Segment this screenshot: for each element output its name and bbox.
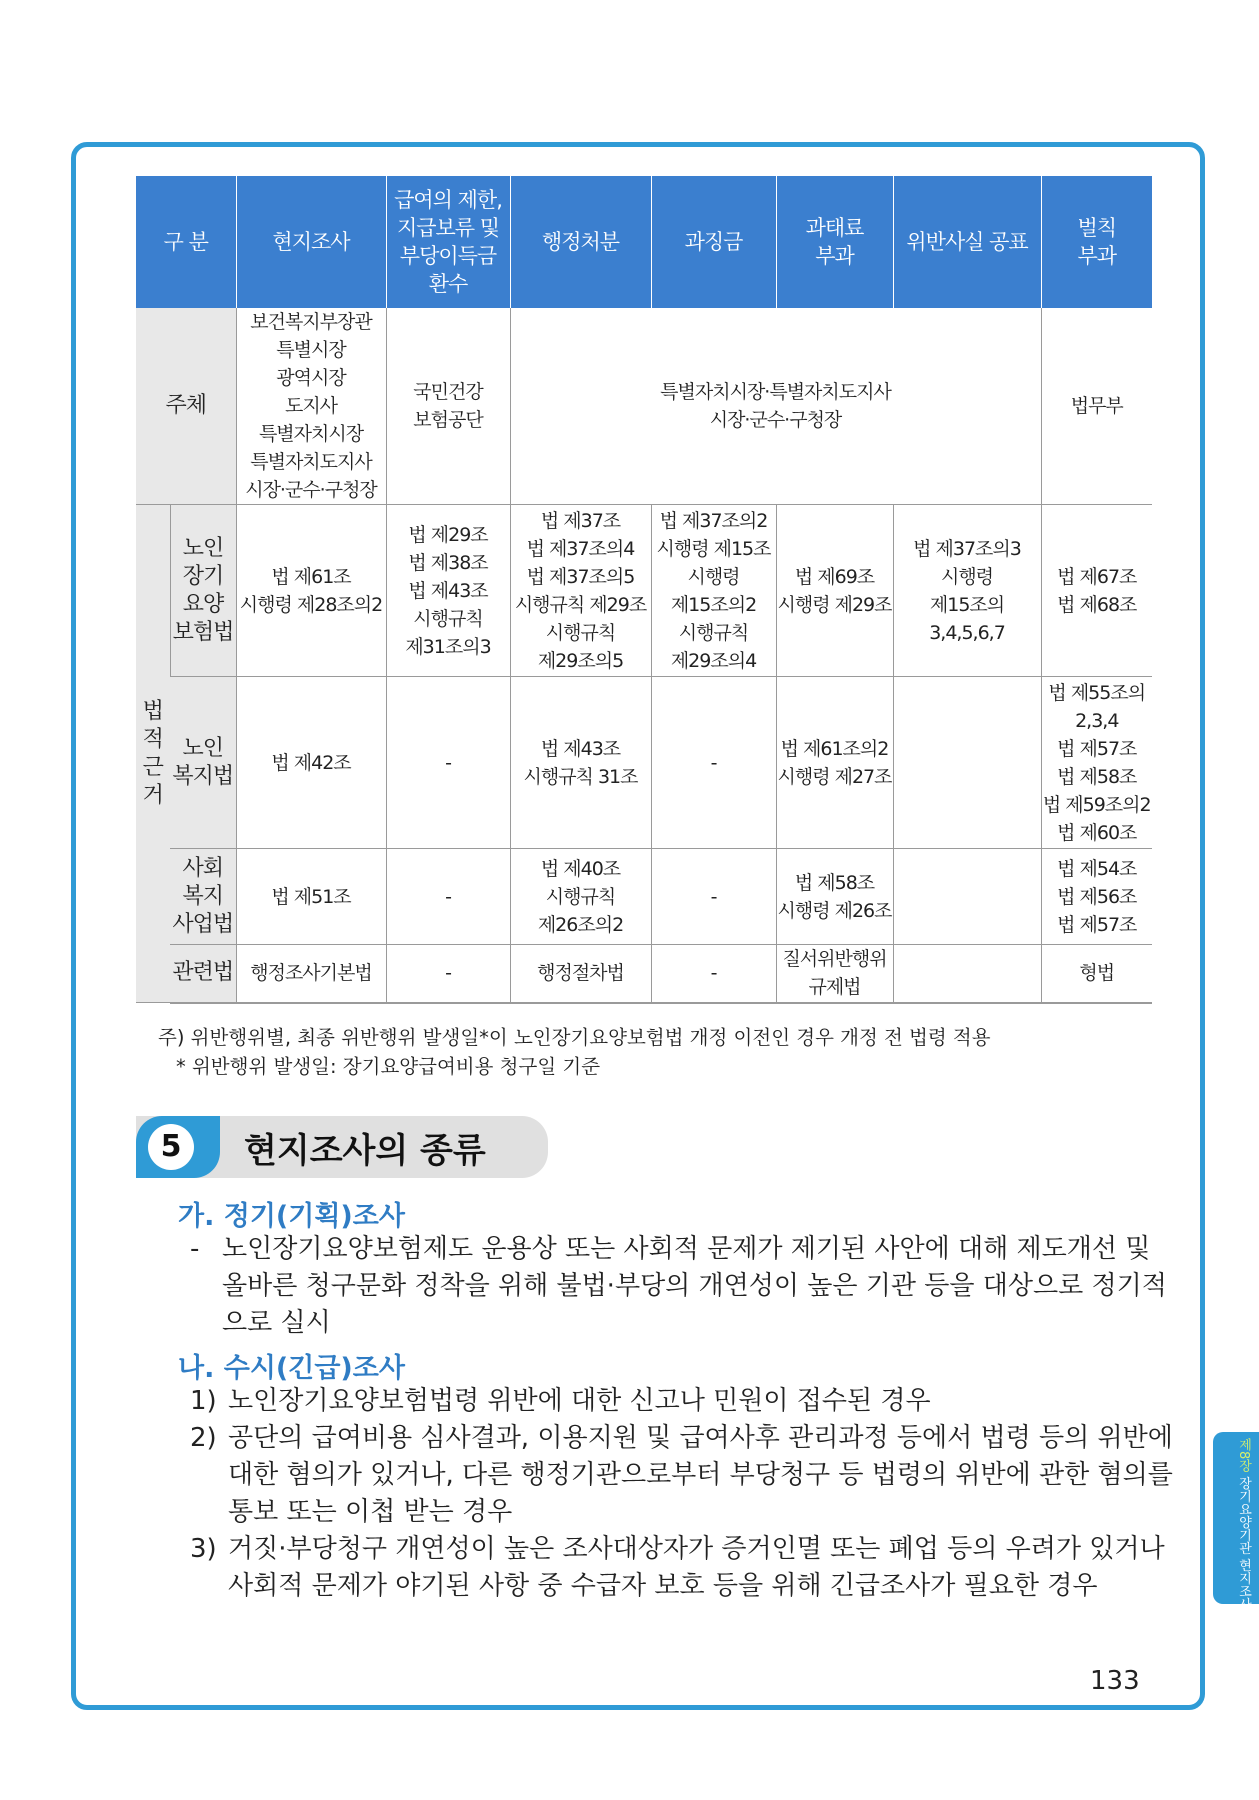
list-item-text: 거짓·부당청구 개연성이 높은 조사대상자가 증거인멸 또는 폐업 등의 우려가 있거나 [228, 1534, 1165, 1564]
table-row [136, 505, 1152, 677]
table-cell: 법 제67조 법 제68조 [1041, 505, 1152, 677]
header-penal-provisions: 벌칙 부과 [1041, 176, 1152, 308]
row-label-elderly-welfare-act: 노인 복지법 [170, 677, 236, 849]
table-cell: 질서위반행위 규제법 [776, 945, 893, 1003]
chapter-title: 장기요양기관 현지조사 [1236, 1476, 1251, 1611]
list-item-text: 노인장기요양보험법령 위반에 대한 신고나 민원이 접수된 경우 [228, 1386, 931, 1416]
list-item-text: 공단의 급여비용 심사결과, 이용지원 및 급여사후 관리과정 등에서 법령 등의 위반에 [228, 1423, 1173, 1453]
table-cell: - [651, 677, 776, 849]
table-footnote-asterisk: * 위반행위 발생일: 장기요양급여비용 청구일 기준 [176, 1055, 601, 1078]
table-cell: 행정조사기본법 [236, 945, 386, 1003]
list-item-text: 통보 또는 이첩 받는 경우 [228, 1497, 513, 1527]
list-item-text: 대한 혐의가 있거나, 다른 행정기관으로부터 부당청구 등 법령의 위반에 관한 혐의를 [228, 1460, 1173, 1490]
table-cell: - [651, 945, 776, 1003]
table-cell: 법 제29조 법 제38조 법 제43조 시행규칙 제31조의3 [386, 505, 510, 677]
row-label-related-law: 관련법 [170, 945, 236, 1003]
header-benefit-restriction: 급여의 제한, 지급보류 및 부당이득금 환수 [386, 176, 510, 308]
header-onsite-investigation: 현지조사 [236, 176, 386, 308]
header-penalty-surcharge: 과징금 [651, 176, 776, 308]
table-cell: 법 제61조 시행령 제28조의2 [236, 505, 386, 677]
table-cell: 법 제40조 시행규칙 제26조의2 [510, 849, 651, 945]
table-cell: 형법 [1041, 945, 1152, 1003]
table-footnote: 주) 위반행위별, 최종 위반행위 발생일*이 노인장기요양보험법 개정 이전인 경우 개정 전 법령 적용 [158, 1026, 991, 1049]
list-item-number: 2) [190, 1423, 217, 1453]
table-row [136, 308, 1152, 505]
list-item-number: 3) [190, 1534, 217, 1564]
chapter-side-tab-label [1223, 1438, 1253, 1611]
table-row [136, 945, 1152, 1003]
page-number: 133 [1090, 1666, 1140, 1696]
table-cell: 법 제58조 시행령 제26조 [776, 849, 893, 945]
table-cell: 법 제37조 법 제37조의4 법 제37조의5 시행규칙 제29조 시행규칙 제29조의5 [510, 505, 651, 677]
table-cell: 보건복지부장관 특별시장 광역시장 도지사 특별자치시장 특별자치도지사 시장·군수·구청장 [236, 308, 386, 505]
table-cell-merged: 특별자치시장·특별자치도지사 시장·군수·구청장 [510, 308, 1041, 505]
table-cell: - [651, 849, 776, 945]
table-cell: 법 제61조의2 시행령 제27조 [776, 677, 893, 849]
table-cell: 법 제42조 [236, 677, 386, 849]
table-row [136, 677, 1152, 849]
list-item-number: 1) [190, 1386, 217, 1416]
table-cell: 법 제43조 시행규칙 31조 [510, 677, 651, 849]
subsection-title-adhoc: 나. 수시(긴급)조사 [178, 1353, 405, 1384]
table-cell [893, 945, 1041, 1003]
subsection-title-regular: 가. 정기(기획)조사 [178, 1201, 405, 1232]
list-item-text: 사회적 문제가 야기된 사항 중 수급자 보호 등을 위해 긴급조사가 필요한 경우 [228, 1571, 1098, 1601]
chapter-number: 제8장 [1236, 1438, 1251, 1473]
table-cell: 법무부 [1041, 308, 1152, 505]
table-row [136, 849, 1152, 945]
table-cell: 행정절차법 [510, 945, 651, 1003]
header-category: 구 분 [136, 176, 236, 308]
legal-basis-table [136, 176, 1152, 1004]
header-fine: 과태료 부과 [776, 176, 893, 308]
table-cell: 법 제54조 법 제56조 법 제57조 [1041, 849, 1152, 945]
paragraph-line [222, 1305, 331, 1342]
paragraph-text: 노인장기요양보험제도 운용상 또는 사회적 문제가 제기된 사안에 대해 제도개선 및 [222, 1234, 1151, 1264]
table-cell: 법 제55조의 2,3,4 법 제57조 법 제58조 법 제59조의2 법 제60조 [1041, 677, 1152, 849]
table-cell [893, 677, 1041, 849]
row-label-ltc-insurance-act: 노인 장기 요양 보험법 [170, 505, 236, 677]
table-cell: - [386, 677, 510, 849]
table-cell: 법 제37조의3 시행령 제15조의3,4,5,6,7 [893, 505, 1041, 677]
paragraph-line [222, 1268, 1167, 1305]
section-title: 현지조사의 종류 [244, 1131, 486, 1171]
paragraph-line [222, 1231, 1151, 1268]
paragraph-text: 올바른 청구문화 정착을 위해 불법·부당의 개연성이 높은 기관 등을 대상으로 정기적 [222, 1271, 1167, 1301]
table-cell: 국민건강 보험공단 [386, 308, 510, 505]
row-label-subject: 주체 [136, 308, 236, 505]
table-cell: - [386, 945, 510, 1003]
table-cell: 법 제51조 [236, 849, 386, 945]
table-cell: 법 제37조의2 시행령 제15조 시행령 제15조의2 시행규칙 제29조의4 [651, 505, 776, 677]
header-violation-disclosure: 위반사실 공표 [893, 176, 1041, 308]
section-number: 5 [148, 1124, 194, 1170]
row-label-legal-basis: 법 적 근 거 [136, 505, 170, 1003]
dash-bullet: - [190, 1234, 200, 1264]
table-cell: - [386, 849, 510, 945]
table-cell [893, 849, 1041, 945]
table-header-row [136, 176, 1152, 308]
header-administrative-action: 행정처분 [510, 176, 651, 308]
paragraph-text: 으로 실시 [222, 1308, 331, 1338]
row-label-social-welfare-act: 사회 복지 사업법 [170, 849, 236, 945]
table-cell: 법 제69조 시행령 제29조 [776, 505, 893, 677]
